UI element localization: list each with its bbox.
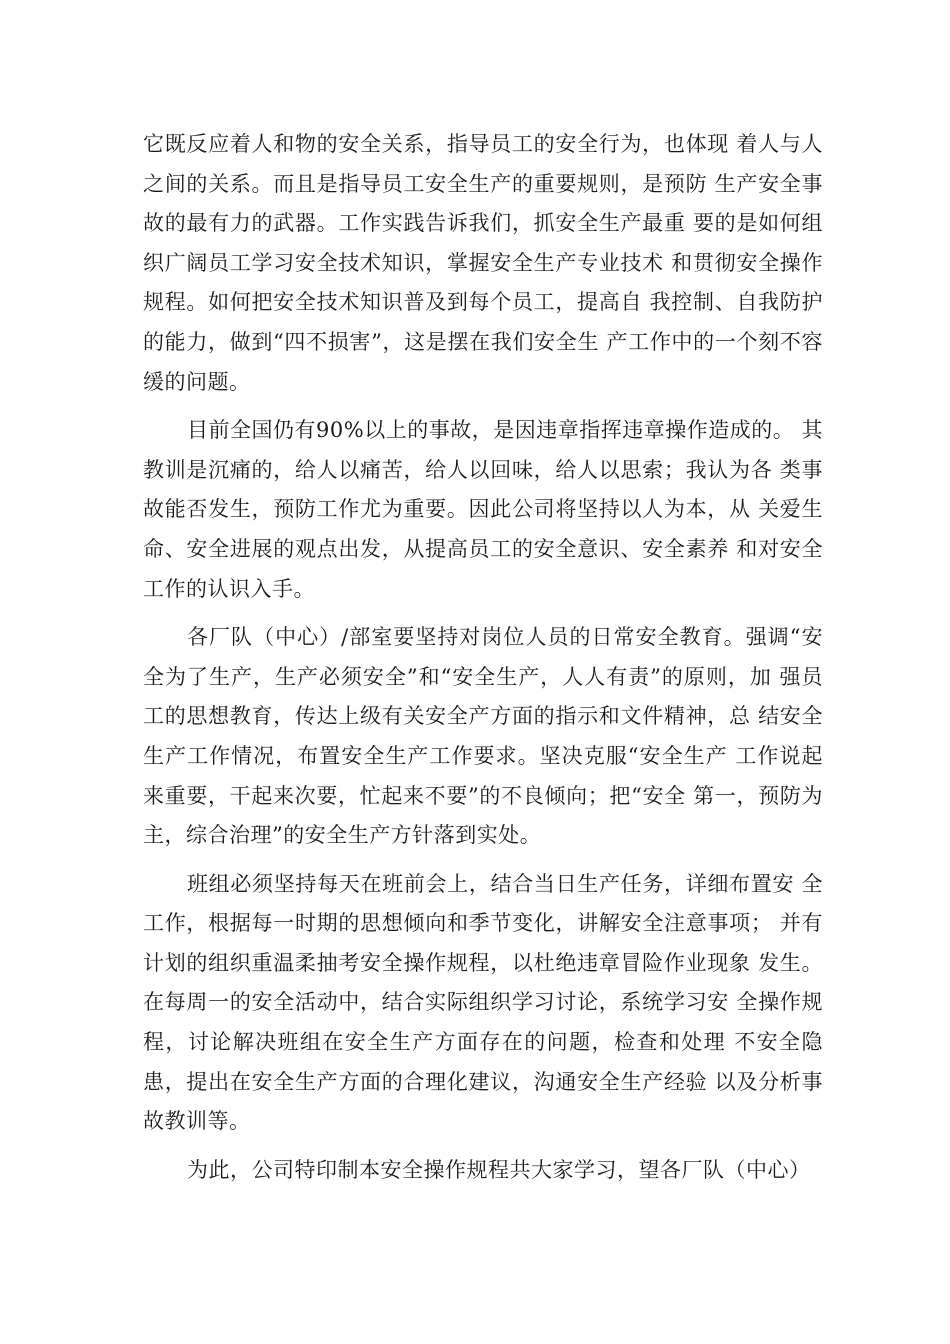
paragraph-3: 各厂队（中心）/部室要坚持对岗位人员的日常安全教育。强调“安全为了生产，生产必须安全”和“安全生产，人人有责”的原则，加 强员工的思想教育，传达上级有关安全产方面的指示和文件精神，总 结安全生产工作情况，布置安全生产工作要求。坚决克服“安全生产 工作说起来重要，干起来次要，忙起来不要”的不良倾向；把“安全 第一，预防为主，综合治理”的安全生产方针落到实处。 bbox=[143, 625, 823, 848]
paragraph-1: 它既反应着人和物的安全关系，指导员工的安全行为，也体现 着人与人之间的关系。而且是指导员工安全生产的重要规则，是预防 生产安全事故的最有力的武器。工作实践告诉我们，抓安全生产最重 要的是如何组织广阔员工学习安全技术知识，掌握安全生产专业技术 和贯彻安全操作规程。如何把安全技术知识普及到每个员工，提高自 我控制、自我防护的能力，做到“四不损害”，这是摆在我们安全生 产工作中的一个刻不容缓的问题。 bbox=[143, 132, 823, 394]
document-body bbox=[143, 125, 823, 1199]
paragraph-5: 为此，公司特印制本安全操作规程共大家学习，望各厂队（中心） bbox=[187, 1157, 811, 1182]
paragraph-4: 班组必须坚持每天在班前会上，结合当日生产任务，详细布置安 全工作，根据每一时期的思想倾向和季节变化，讲解安全注意事项； 并有计划的组织重温柔抽考安全操作规程，以杜绝违章冒险作业现象 发生。在每周一的安全活动中，结合实际组织学习讨论，系统学习安 全操作规程，讨论解决班组在安全生产方面存在的问题，检查和处理 不安全隐患，提出在安全生产方面的合理化建议，沟通安全生产经验 以及分析事故教训等。 bbox=[143, 871, 823, 1134]
paragraph-2: 目前全国仍有90%以上的事故，是因违章指挥违章操作造成的。 其教训是沉痛的，给人以痛苦，给人以回味，给人以思索；我认为各 类事故能否发生，预防工作尤为重要。因此公司将坚持以人为本，从 关爱生命、安全进展的观点出发，从提高员工的安全意识、安全素养 和对安全工作的认识入手。 bbox=[143, 418, 823, 601]
